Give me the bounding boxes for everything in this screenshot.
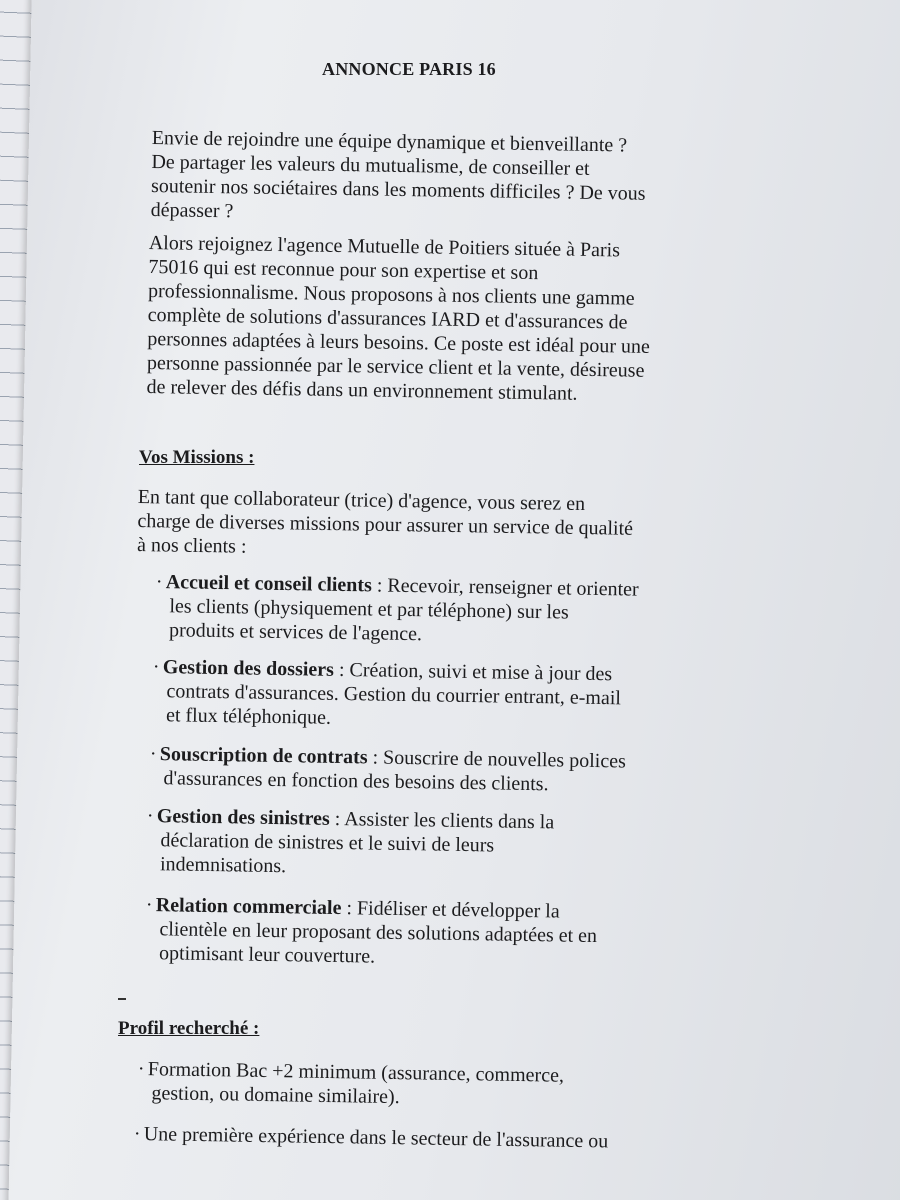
mission-item: · Accueil et conseil clients : Recevoir, renseigner et orienter les clients (physiquement et par téléphone) sur les produits et services de l'agence. (155, 570, 639, 646)
bullet-dot: · (152, 655, 160, 679)
missions-intro: En tant que collaborateur (trice) d'agence, vous serez en charge de diverses missions pour assurer un service de qualité à nos clients : (136, 485, 634, 558)
profile-heading: Profil recherché : (118, 1018, 260, 1039)
missions-heading: Vos Missions : (139, 447, 255, 468)
intro-paragraph-1: Envie de rejoindre une équipe dynamique et bienveillante ? De partager les valeurs du mutualisme, de conseiller et soutenir nos sociétaires dans les moments difficiles ? De vous dépasser ? (150, 126, 646, 223)
pen-mark (118, 998, 126, 1000)
bullet-dot: · (149, 742, 157, 766)
mission-item: · Relation commerciale : Fidéliser et développer la clientèle en leur proposant des solutions adaptées et en optimisant leur couverture. (145, 893, 598, 968)
mission-item: · Gestion des dossiers : Création, suivi et mise à jour des contrats d'assurances. Gestion du courrier entrant, e-mail et flux téléphonique. (152, 655, 622, 729)
bullet-dot: · (146, 804, 154, 828)
bullet-dot: · (137, 1057, 145, 1081)
bullet-dot: · (133, 1122, 141, 1146)
document-title: ANNONCE PARIS 16 (322, 59, 496, 79)
intro-paragraph-2: Alors rejoignez l'agence Mutuelle de Poitiers située à Paris 75016 qui est reconnue pour son expertise et son professionnalisme. Nous proposons à nos clients une gamme complète de solutions d'assurances IARD et d'assurances de personnes adaptées à leurs besoins. Ce poste est idéal pour une personne passionnée par le service client et la vente, désireuse de relever des défis dans un environnement stimulant. (146, 231, 651, 405)
mission-item: · Gestion des sinistres : Assister les clients dans la déclaration de sinistres et le suivi de leurs indemnisations. (146, 804, 555, 878)
profile-item: · Une première expérience dans le secteur de l'assurance ou (133, 1122, 609, 1153)
bullet-dot: · (155, 570, 163, 594)
mission-item: · Souscription de contrats : Souscrire de nouvelles polices d'assurances en fonction des besoins des clients. (149, 742, 627, 796)
profile-item: · Formation Bac +2 minimum (assurance, commerce, gestion, ou domaine similaire). (137, 1057, 565, 1109)
bullet-dot: · (145, 893, 153, 917)
